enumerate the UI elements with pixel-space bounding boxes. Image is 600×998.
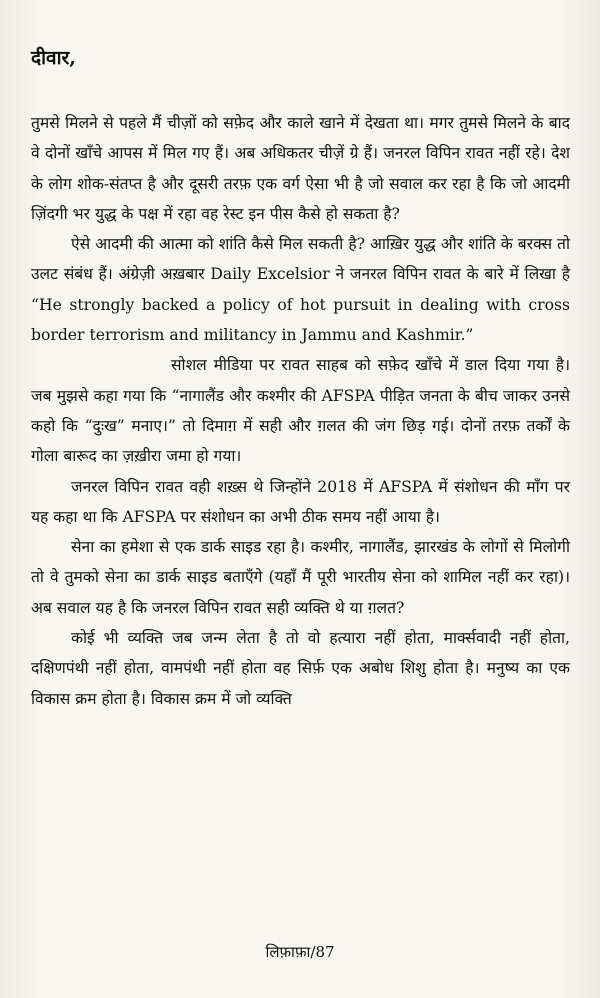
letter-body (31, 108, 570, 714)
paragraph-1: तुमसे मिलने से पहले मैं चीज़ों को सफ़ेद और काले खाने में देखता था। मगर तुमसे मिलने के बाद वे दोनों खाँचे आपस में मिल गए हैं। अब अधिकतर चीज़ें ग्रे हैं। जनरल विपिन रावत नहीं रहे। देश के लोग शोक-संतप्त है और दूसरी तरफ़ एक वर्ग ऐसा भी है जो सवाल कर रहा है कि जो आदमी ज़िंदगी भर युद्ध के पक्ष में रहा वह रेस्ट इन पीस कैसे हो सकता है? (31, 114, 570, 223)
page-footer: लिफ़ाफ़ा/87 (265, 943, 335, 961)
paragraph-4: जनरल विपिन रावत वही शख़्स थे जिन्होंने 2018 में AFSPA में संशोधन की माँग पर यह कहा था कि AFSPA पर संशोधन का अभी ठीक समय नहीं आया है। (31, 477, 570, 526)
salutation: दीवार, (31, 47, 76, 69)
paragraph-6: कोई भी व्यक्ति जब जन्म लेता है तो वो हत्यारा नहीं होता, मार्क्सवादी नहीं होता, दक्षिणपंथी नहीं होता, वामपंथी नहीं होता वह सिर्फ़ एक अबोध शिशु होता है। मनुष्य का एक विकास क्रम होता है। विकास क्रम में जो व्यक्ति (31, 629, 570, 708)
paragraph-5: सेना का हमेशा से एक डार्क साइड रहा है। कश्मीर, नागालैंड, झारखंड के लोगों से मिलोगी तो वे तुमको सेना का डार्क साइड बताएँगे (यहाँ मैं पूरी भारतीय सेना को शामिल नहीं कर रहा)। अब सवाल यह है कि जनरल विपिन रावत सही व्यक्ति थे या ग़लत? (31, 538, 570, 617)
paragraph-3: सोशल मीडिया पर रावत साहब को सफ़ेद खाँचे में डाल दिया गया है। जब मुझसे कहा गया कि “नागालैंड और कश्मीर की AFSPA पीड़ित जनता के बीच जाकर उनसे कहो कि “दुःख” मनाए।” तो दिमाग़ में सही और ग़लत की जंग छिड़ गई। दोनों तरफ़ तर्कों के गोला बारूद का ज़ख़ीरा जमा हो गया। (31, 356, 570, 466)
paragraph-2: ऐसे आदमी की आत्मा को शांति कैसे मिल सकती है? आख़िर युद्ध और शांति के बरक्स तो उलट संबंध हैं। अंग्रेज़ी अख़बार Daily Excelsior ने जनरल विपिन रावत के बारे में लिखा है “He strongly backed a policy of hot pursuit in dealing with cross border terrorism and militancy in Jammu and Kashmir.” (31, 235, 570, 345)
